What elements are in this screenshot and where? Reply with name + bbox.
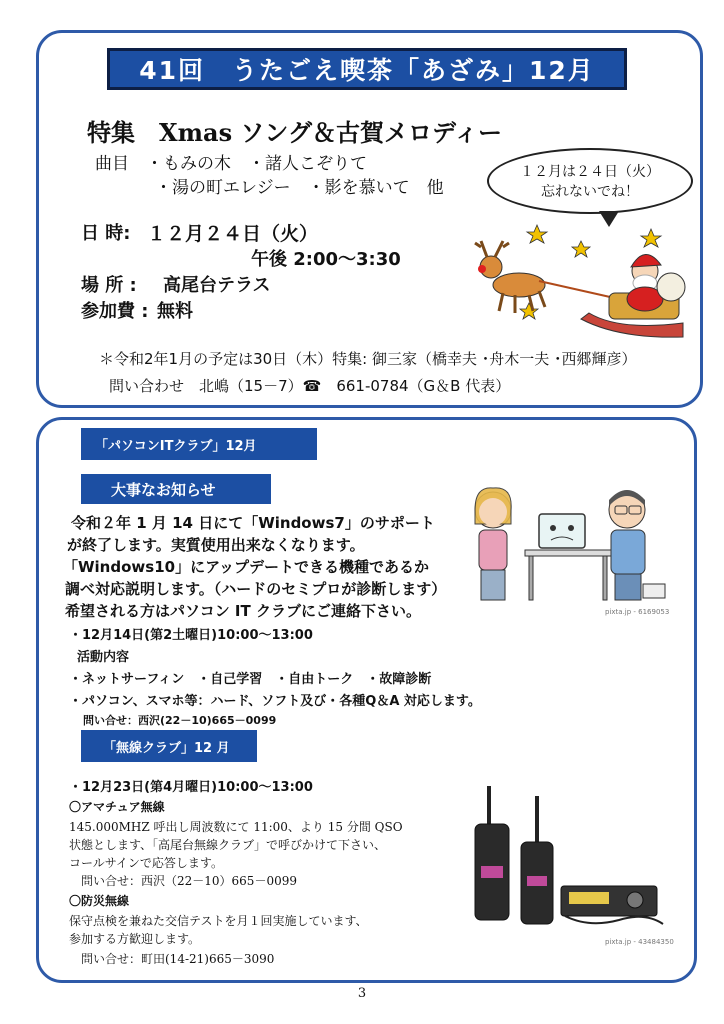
feature-title: 特集 Xmas ソング＆古賀メロディー: [87, 118, 503, 147]
bubble-line-2: 忘れないでね！: [541, 184, 639, 200]
place-value: 高尾台テラス: [163, 275, 271, 296]
important-notice-banner: 大事なお知らせ: [81, 474, 271, 504]
date-value: １２月２４日（火）: [147, 223, 319, 245]
pc-inquiry: 問い合せ：西沢(22－10)665－0099: [83, 714, 277, 727]
star-icon: [572, 241, 590, 257]
utagoe-title: 41回 うたごえ喫茶「あざみ」12月: [107, 48, 627, 90]
time-value: 午後 2:00～3:30: [251, 249, 401, 270]
club-panel: [36, 417, 697, 983]
amateur-line: 145.000MHZ 呼出し周波数にて 11:00、より 15 分間 QSO: [69, 820, 403, 834]
star-icon: [641, 229, 661, 247]
amateur-radio-title: 〇アマチュア無線: [69, 800, 165, 814]
base-display: [569, 892, 609, 904]
man-legs: [615, 574, 641, 600]
next-month-notice: ＊令和2年1月の予定は30日（木）特集: 御三家（橋幸夫 ･舟木一夫 ･西郷輝彦）: [99, 350, 637, 368]
desk-leg: [529, 556, 533, 600]
reindeer-nose: [478, 265, 486, 273]
monitor: [539, 514, 585, 548]
cable: [565, 916, 663, 924]
pc-notice-line: 希望される方はパソコン IT クラブにご連絡下さい。: [65, 602, 421, 620]
pc-image-credit: pixta.jp - 6169053: [605, 608, 670, 616]
bubble-line-1: １２月は２４日（火）: [520, 164, 660, 180]
star-icon: [520, 303, 538, 319]
fee-label: 参加費 :: [81, 301, 149, 322]
radio-illustration: [469, 780, 665, 932]
utagoe-panel: [36, 30, 703, 408]
monitor-eye: [550, 525, 556, 531]
bousai-line: 参加する方歓迎します。: [69, 932, 201, 946]
page-number: 3: [357, 986, 367, 1001]
santa-sleigh-illustration: [469, 219, 691, 339]
pc-club-banner: 「パソコンITクラブ」12月: [81, 428, 317, 460]
activity-line-1: ・ネットサーフィン ・自己学習 ・自由トーク ・故障診断: [69, 672, 432, 687]
speech-bubble: [487, 148, 693, 214]
woman-face-inner: [479, 498, 507, 526]
songs-line-2: ・湯の町エレジー ・影を慕いて 他: [155, 178, 444, 198]
pc-notice-line: 調べ対応説明します。（ハードのセミプロが診断します）: [65, 580, 447, 598]
santa-hat: [631, 254, 661, 267]
radio-image-credit: pixta.jp - 43484350: [605, 938, 674, 946]
desk-leg: [603, 556, 607, 600]
radio-club-banner: 「無線クラブ」12 月: [81, 730, 257, 762]
bousai-line: 保守点検を兼ねた交信テストを月１回実施しています、: [69, 914, 368, 928]
activity-line-2: ・パソコン、スマホ等：ハード、ソフト及び・各種Q＆A 対応します。: [69, 694, 481, 709]
woman-legs: [481, 570, 505, 600]
reins: [539, 281, 619, 299]
amateur-line: コールサインで応答します。: [69, 856, 223, 870]
monitor-eye: [568, 525, 574, 531]
amateur-line: 状態とします、「高尾台無線クラブ」で呼びかけて下さい、: [69, 838, 387, 852]
desk-top: [525, 550, 611, 556]
tuning-knob: [627, 892, 643, 908]
contact-info: 問い合わせ 北嶋（15－7）☎ 661-0784（G＆B 代表）: [109, 377, 511, 395]
fee-value: 無料: [157, 301, 193, 322]
radio-display: [481, 866, 503, 878]
songs-line-1: 曲目 ・もみの木 ・諸人こぞりて: [95, 154, 367, 174]
reindeer-body: [493, 273, 545, 297]
pc-notice-line: 令和２年 1 月 14 日にて「Windows7」のサポート: [71, 514, 435, 532]
star-icon: [527, 225, 547, 243]
pc-notice-line: が終了します。実質使用出来なくなります。: [67, 536, 365, 554]
man-body: [611, 530, 645, 574]
reindeer-antlers: [475, 241, 509, 257]
disaster-radio-title: 〇防災無線: [69, 894, 130, 908]
pc-case: [643, 584, 665, 598]
place-label: 場 所 :: [81, 275, 137, 296]
gift-sack: [657, 273, 685, 301]
woman-body: [479, 530, 507, 570]
bousai-line: 問い合せ：町田(14-21)665－3090: [69, 952, 275, 966]
date-label: 日 時:: [81, 223, 131, 244]
pc-schedule: ・12月14日(第2土曜日)10:00～13:00: [69, 628, 313, 643]
radio-display: [527, 876, 547, 886]
radio-schedule: ・12月23日(第4月曜日)10:00～13:00: [69, 780, 313, 795]
pc-notice-line: 「Windows10」にアップデートできる機種であるか: [63, 558, 430, 576]
activity-label: 活動内容: [77, 650, 130, 665]
amateur-line: 問い合せ：西沢（22－10）665－0099: [69, 874, 297, 888]
pc-help-illustration: [467, 480, 667, 604]
